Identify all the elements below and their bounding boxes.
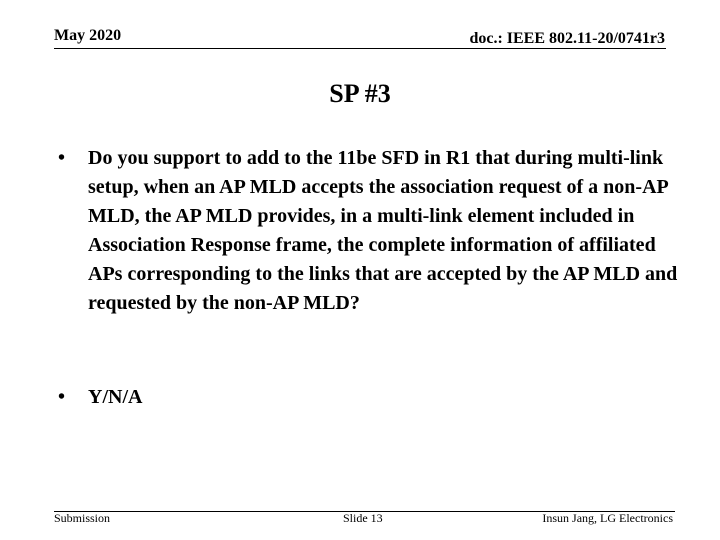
- header-divider: [54, 48, 666, 49]
- bullet-item-question: [58, 144, 678, 318]
- bullet-list: [58, 144, 678, 412]
- bullet-icon: •: [58, 386, 66, 408]
- header-date: May 2020: [54, 27, 122, 44]
- bullet-text: Y/N/A: [88, 386, 143, 408]
- header-document-id: doc.: IEEE 802.11-20/0741r3: [469, 30, 665, 47]
- bullet-item-options: [58, 383, 678, 412]
- bullet-text: Do you support to add to the 11be SFD in R1 that during multi-link setup, when an AP MLD accepts the association request of a non-AP MLD, the AP MLD provides, in a multi-link element included in Association Response frame, the complete information of affiliated APs corresponding to the links that are accepted by the AP MLD and requested by the non-AP MLD?: [88, 147, 678, 314]
- footer-slide-number: Slide 13: [343, 511, 383, 525]
- footer-submission: Submission: [54, 511, 111, 525]
- footer-author: Insun Jang, LG Electronics: [542, 511, 673, 525]
- slide-title: SP #3: [329, 79, 391, 108]
- bullet-icon: •: [58, 147, 66, 169]
